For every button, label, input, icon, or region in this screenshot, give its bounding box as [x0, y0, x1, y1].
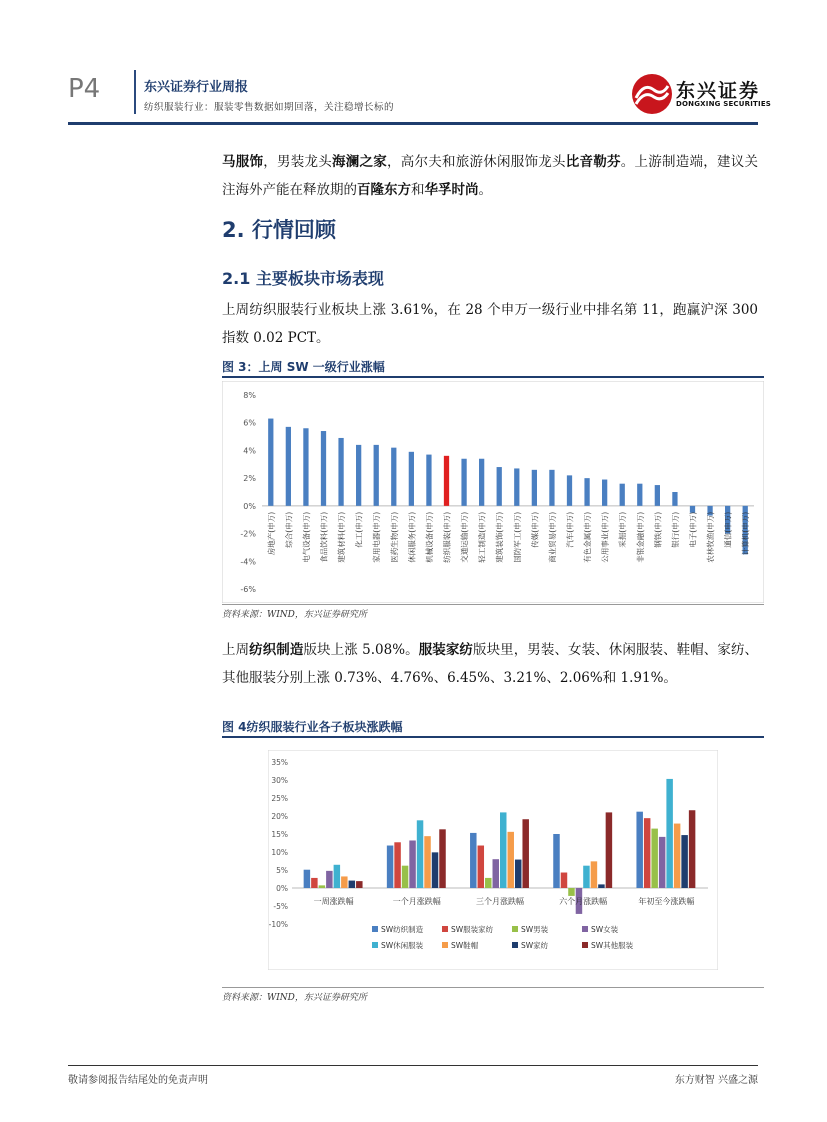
text-span: 。	[478, 182, 492, 198]
logo-text-en: DONGXING SECURITIES	[676, 100, 772, 108]
chart4-bar	[598, 884, 604, 888]
chart4-bar	[387, 846, 393, 888]
header-divider	[134, 70, 136, 114]
chart3-bar	[479, 459, 484, 506]
bold-span: 比音勒芬	[565, 154, 621, 170]
bold-span: 海澜之家	[332, 154, 387, 170]
chart4-legend-label: SW其他服装	[591, 941, 634, 950]
bold-span: 服装家纺	[418, 642, 473, 658]
chart4-bar	[394, 842, 400, 888]
chart4-legend-swatch	[512, 942, 518, 948]
section-title: 2. 行情回顾	[222, 218, 336, 242]
figure3-rule	[222, 376, 764, 378]
chart3-bar	[268, 419, 273, 506]
dongxing-logo-icon	[630, 72, 674, 116]
chart3-bar	[655, 485, 660, 506]
chart3-category-label: 银行(申万)	[670, 511, 680, 548]
chart3-bar	[672, 492, 677, 506]
subsection-title: 2.1 主要板块市场表现	[222, 269, 384, 288]
chart4-legend-swatch	[372, 942, 378, 948]
chart4-ytick-label: 35%	[271, 758, 288, 767]
figure4-source-rule	[222, 987, 764, 988]
chart4-bar	[674, 824, 680, 888]
chart4-bar	[478, 846, 484, 888]
chart3-bar	[584, 478, 589, 506]
chart4-bar	[439, 829, 445, 888]
chart4-ytick-label: -10%	[268, 920, 288, 929]
text-span: 上周	[222, 642, 250, 658]
chart4-ytick-label: 10%	[271, 848, 288, 857]
chart4-bar	[424, 836, 430, 888]
chart3-ytick-label: 8%	[243, 391, 256, 400]
chart4-bar	[341, 876, 347, 888]
footer-disclaimer: 敬请参阅报告结尾处的免责声明	[68, 1075, 208, 1086]
chart3-category-label: 计算机(申万)	[741, 511, 751, 556]
chart4-legend-label: SW鞋帽	[451, 941, 479, 950]
figure3-caption: 图 3：上周 SW 一级行业涨幅	[222, 360, 385, 374]
chart3-bar	[602, 480, 607, 506]
footer-slogan: 东方财智 兴盛之源	[674, 1075, 758, 1086]
chart4-bar	[666, 779, 672, 888]
chart3-category-label: 纺织服装(申万)	[442, 511, 452, 563]
chart3-bar	[303, 428, 308, 506]
sw-industry-bar-chart	[222, 381, 764, 603]
chart4-legend-swatch	[442, 926, 448, 932]
header-rule	[68, 122, 758, 125]
chart4-bar	[507, 832, 513, 888]
chart3-category-label: 交通运输(申万)	[460, 511, 470, 563]
chart4-bar	[470, 833, 476, 888]
paragraph-sector-performance: 上周纺织服装行业板块上涨 3.61%，在 28 个申万一级行业中排名第 11，跑赢沪深 300 指数 0.02 PCT。	[222, 302, 758, 346]
report-subtitle: 纺织服装行业：服装零售数据如期回落，关注稳增长标的	[144, 102, 395, 113]
chart4-bar	[334, 865, 340, 888]
logo-text-cn: 东兴证券	[676, 80, 761, 102]
chart3-bar	[637, 484, 642, 506]
page-number: P4	[68, 74, 101, 104]
chart3-bar	[532, 470, 537, 506]
chart3-category-label: 商业贸易(申万)	[547, 511, 557, 563]
chart4-bar	[553, 834, 559, 888]
chart4-bar	[689, 810, 695, 888]
bold-span: 华孚时尚	[424, 182, 479, 198]
text-span: 和	[411, 182, 425, 198]
chart3-ytick-label: 4%	[243, 446, 256, 456]
chart4-legend-swatch	[512, 926, 518, 932]
bold-span: 纺织制造	[249, 642, 304, 658]
chart4-legend-label: SW纺织制造	[381, 925, 424, 934]
chart3-bar	[391, 448, 396, 506]
chart4-legend-label: SW女装	[591, 925, 619, 934]
chart4-category-label: 年初至今涨跌幅	[638, 897, 695, 906]
chart4-bar	[681, 835, 687, 888]
figure4-source: 资料来源：WIND，东兴证券研究所	[222, 993, 367, 1003]
chart3-category-label: 化工(申万)	[354, 511, 364, 548]
text-span: ，男装龙头	[263, 154, 332, 170]
chart4-bar	[583, 866, 589, 888]
chart4-category-label: 一个月涨跌幅	[392, 897, 441, 906]
chart4-category-label: 六个月涨跌幅	[559, 897, 608, 906]
figure3-source-rule	[222, 604, 764, 605]
chart3-bar	[567, 475, 572, 505]
chart3-bar	[549, 470, 554, 506]
chart4-bar	[651, 829, 657, 888]
chart4-legend-swatch	[582, 942, 588, 948]
chart4-category-label: 三个月涨跌幅	[476, 897, 524, 906]
chart4-bar	[561, 873, 567, 888]
chart3-category-label: 机械设备(申万)	[424, 511, 434, 563]
chart3-category-label: 采掘(申万)	[618, 511, 628, 548]
chart4-ytick-label: 5%	[276, 866, 288, 875]
chart4-ytick-label: 30%	[271, 776, 288, 785]
report-title: 东兴证券行业周报	[144, 80, 249, 95]
chart4-legend-swatch	[582, 926, 588, 932]
chart4-legend-label: SW服装家纺	[451, 925, 494, 934]
chart3-category-label: 有色金属(申万)	[583, 511, 593, 563]
chart4-ytick-label: 25%	[271, 794, 288, 803]
chart4-bar	[319, 885, 325, 888]
text-span: 版块上涨 5.08%。	[303, 642, 419, 658]
chart3-category-label: 钢铁(申万)	[653, 511, 663, 548]
text-span: ，高尔夫和旅游休闲服饰龙头	[387, 154, 566, 170]
chart4-ytick-label: 0%	[276, 884, 288, 893]
chart4-bar	[402, 866, 408, 888]
chart3-bar	[409, 452, 414, 506]
chart3-category-label: 汽车(申万)	[565, 511, 575, 548]
paragraph-subsector	[222, 636, 758, 692]
chart3-category-label: 医药生物(申万)	[389, 511, 399, 563]
chart4-bar	[304, 870, 310, 888]
chart4-legend-label: SW休闲服装	[381, 941, 424, 950]
chart3-bar	[690, 506, 695, 513]
chart4-ytick-label: 15%	[271, 830, 288, 839]
chart3-category-label: 农林牧渔(申万)	[706, 511, 716, 563]
chart3-bar	[321, 431, 326, 506]
chart4-bar	[356, 881, 362, 888]
chart4-bar	[659, 837, 665, 888]
chart3-category-label: 电气设备(申万)	[301, 511, 311, 563]
figure3-source: 资料来源：WIND，东兴证券研究所	[222, 610, 367, 620]
chart4-bar	[409, 840, 415, 888]
chart4-bar	[606, 812, 612, 888]
chart3-category-label: 休闲服务(申万)	[407, 511, 417, 563]
chart4-legend-swatch	[372, 926, 378, 932]
chart3-category-label: 轻工制造(申万)	[477, 511, 487, 563]
chart3-category-label: 传媒(申万)	[530, 511, 540, 548]
chart3-bar	[426, 455, 431, 506]
chart4-legend-swatch	[442, 942, 448, 948]
chart4-bar	[349, 881, 355, 888]
chart3-category-label: 综合(申万)	[284, 511, 294, 548]
chart3-bar	[356, 445, 361, 506]
chart4-bar	[636, 812, 642, 888]
chart4-bar	[500, 812, 506, 888]
chart4-ytick-label: -5%	[273, 902, 288, 911]
chart3-category-label: 家用电器(申万)	[372, 511, 382, 563]
chart4-bar	[493, 859, 499, 888]
chart3-bar	[514, 468, 519, 505]
chart4-legend-label: SW男装	[521, 925, 549, 934]
subsector-grouped-bar-chart	[268, 750, 718, 970]
chart3-category-label: 公用事业(申万)	[600, 511, 610, 563]
footer-rule	[68, 1065, 758, 1066]
chart4-bar	[644, 818, 650, 888]
chart3-bar	[620, 484, 625, 506]
chart3-category-label: 房地产(申万)	[266, 511, 276, 556]
chart4-legend-label: SW家纺	[521, 941, 549, 950]
chart4-bar	[568, 888, 574, 896]
chart3-bar	[374, 445, 379, 506]
chart4-bar	[417, 820, 423, 888]
figure4-caption: 图 4纺织服装行业各子板块涨跌幅	[222, 720, 403, 734]
chart4-bar	[432, 852, 438, 888]
chart4-bar	[515, 860, 521, 888]
chart3-bar	[497, 467, 502, 506]
chart3-ytick-label: -2%	[240, 529, 256, 539]
chart3-ytick-label: -6%	[240, 585, 256, 594]
paragraph-recommendations	[222, 148, 758, 204]
chart3-ytick-label: -4%	[240, 557, 256, 567]
chart3-ytick-label: 6%	[243, 418, 256, 428]
text-span: 。上游制造端，建议关注海外产能在释放期的	[222, 154, 758, 198]
chart3-bar	[338, 438, 343, 506]
chart3-category-label: 电子(申万)	[688, 511, 698, 548]
chart4-bar	[311, 878, 317, 888]
text-span: 版块里，男装、女装、休闲服装、鞋帽、家纺、其他服装分别上涨 0.73%、4.76%、6.45%、3.21%、2.06%和 1.91%。	[222, 642, 759, 686]
chart3-bar	[444, 456, 449, 506]
chart3-category-label: 食品饮料(申万)	[319, 511, 329, 563]
chart3-category-label: 建筑装饰(申万)	[495, 511, 505, 563]
chart4-bar	[522, 819, 528, 888]
figure4-rule	[222, 736, 764, 738]
chart4-category-label: 一周涨跌幅	[313, 897, 354, 906]
chart3-category-label: 国防军工(申万)	[512, 511, 522, 563]
chart3-category-label: 非银金融(申万)	[635, 511, 645, 563]
bold-span: 百隆东方	[357, 182, 411, 198]
chart3-bar	[461, 459, 466, 506]
chart3-category-label: 通信(申万)	[723, 511, 733, 548]
chart3-ytick-label: 0%	[243, 501, 256, 511]
chart3-ytick-label: 2%	[243, 474, 256, 484]
chart3-category-label: 建筑材料(申万)	[337, 511, 347, 563]
chart4-bar	[326, 871, 332, 888]
chart4-bar	[591, 861, 597, 888]
chart4-bar	[485, 878, 491, 888]
chart3-bar	[286, 427, 291, 506]
chart4-ytick-label: 20%	[271, 812, 288, 821]
bold-span: 马服饰	[222, 154, 264, 170]
